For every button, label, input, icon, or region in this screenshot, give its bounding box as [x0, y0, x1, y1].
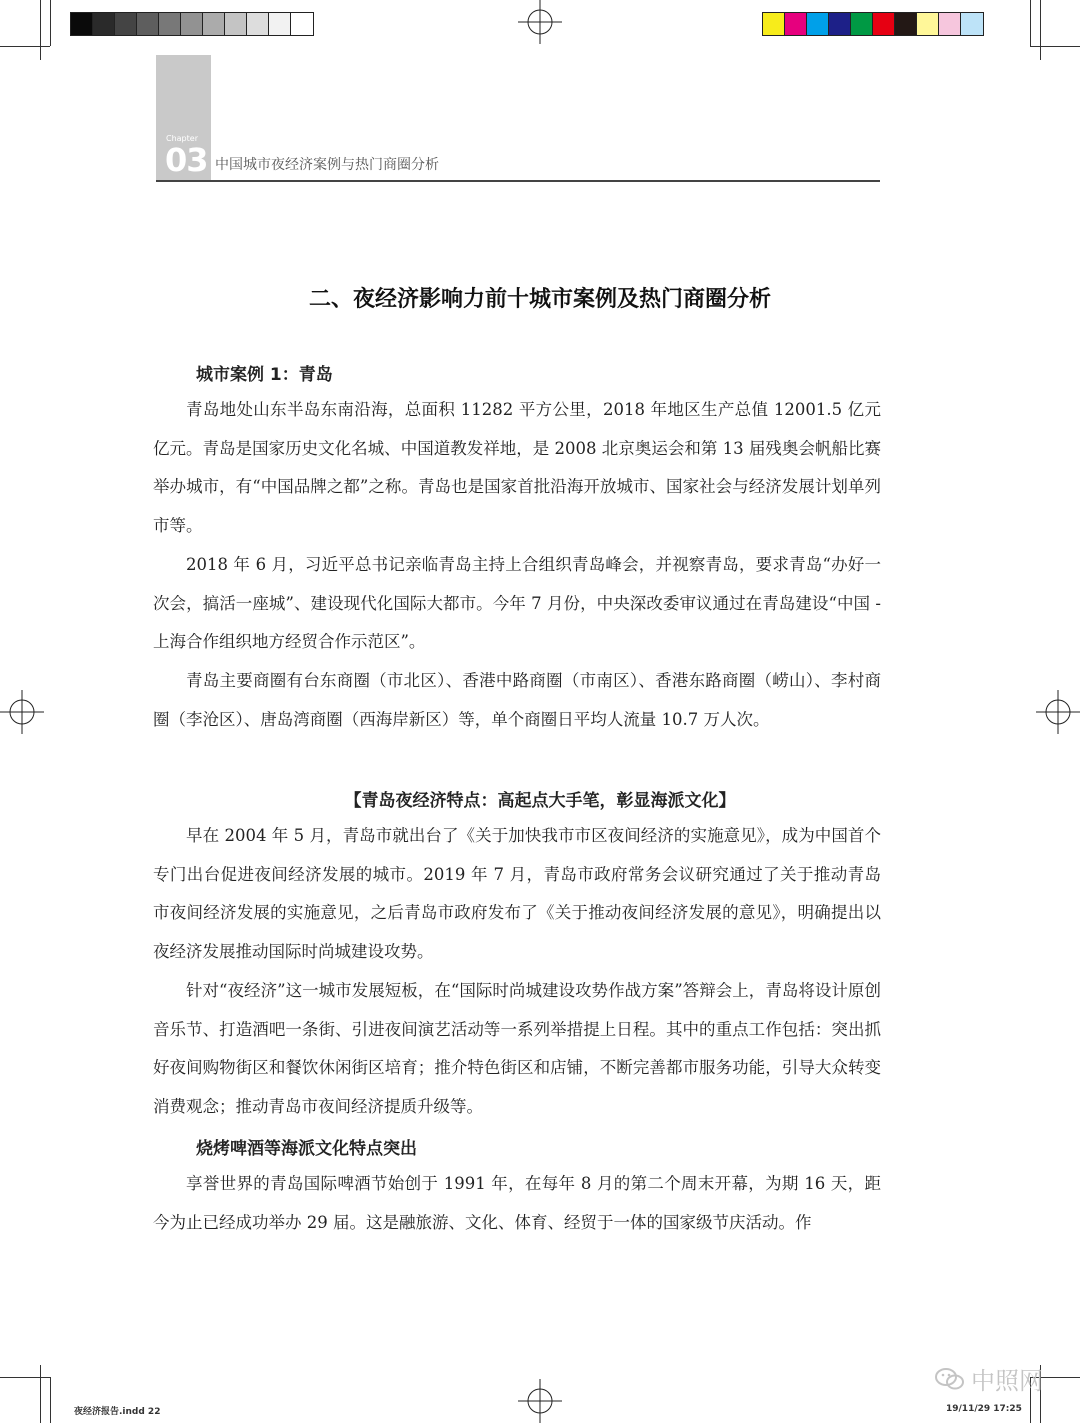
paragraph: 早在 2004 年 5 月，青岛市就出台了《关于加快我市市区夜间经济的实施意见》，成为中国首个专门出台促进夜间经济发展的城市。2019 年 7 月，青岛市政府常务会议研究通过了关于推动青岛市夜间经济发展的实施意见，之后青岛市政府发布了《关于推动夜间经济发展的意见》，明确提出以夜经济发展推动国际时尚城建设攻势。	[153, 826, 881, 961]
crop-mark	[40, 1365, 41, 1423]
gray-swatch	[159, 13, 181, 35]
wechat-icon	[935, 1367, 965, 1391]
color-swatch	[807, 13, 829, 35]
color-swatch	[829, 13, 851, 35]
footer-file-name: 夜经济报告.indd 22	[74, 1407, 161, 1417]
gray-swatch	[225, 13, 247, 35]
paragraph: 享誉世界的青岛国际啤酒节始创于 1991 年，在每年 8 月的第二个周末开幕，为期 16 天，距今为止已经成功举办 29 届。这是融旅游、文化、体育、经贸于一体的国家级节庆活动。作	[153, 1174, 881, 1232]
crop-mark	[1040, 0, 1041, 60]
color-swatch	[785, 13, 807, 35]
paragraph: 青岛地处山东半岛东南沿海，总面积 11282 平方公里，2018 年地区生产总值 12001.5 亿元亿元。青岛是国家历史文化名城、中国道教发祥地，是 2008 北京奥运会和第 13 届残奥会帆船比赛举办城市，有“中国品牌之都”之称。青岛也是国家首批沿海开放城市、国家社会与经济发展计划单列市等。	[153, 400, 881, 535]
crop-mark	[0, 1377, 50, 1378]
case-heading: 城市案例 1：青岛	[196, 365, 333, 385]
crop-mark	[40, 0, 41, 60]
crop-mark	[1030, 46, 1080, 47]
paragraph: 针对“夜经济”这一城市发展短板，在“国际时尚城建设攻势作战方案”答辩会上，青岛将设计原创音乐节、打造酒吧一条街、引进夜间演艺活动等一系列举措提上日程。其中的重点工作包括：突出抓好夜间购物街区和餐饮休闲街区培育；推介特色街区和店铺，不断完善都市服务功能，引导大众转变消费观念；推动青岛市夜间经济提质升级等。	[153, 981, 881, 1116]
color-swatch	[961, 13, 983, 35]
gray-swatch	[137, 13, 159, 35]
gray-swatch	[291, 13, 313, 35]
registration-mark-icon	[518, 1379, 562, 1423]
feature-heading: 【青岛夜经济特点：高起点大手笔，彰显海派文化】	[344, 791, 736, 811]
registration-mark-icon	[1036, 690, 1080, 734]
color-swatch	[917, 13, 939, 35]
registration-mark-icon	[518, 0, 562, 44]
color-swatch	[939, 13, 961, 35]
crop-mark	[50, 0, 51, 46]
color-swatch	[763, 13, 785, 35]
color-swatch	[895, 13, 917, 35]
gray-swatch	[203, 13, 225, 35]
paragraph: 青岛主要商圈有台东商圈（市北区）、香港中路商圈（市南区）、香港东路商圈（崂山）、李村商圈（李沧区）、唐岛湾商圈（西海岸新区）等，单个商圈日平均人流量 10.7 万人次。	[153, 671, 881, 729]
section-title: 二、夜经济影响力前十城市案例及热门商圈分析	[308, 287, 771, 312]
gray-swatch	[181, 13, 203, 35]
watermark	[935, 1361, 1043, 1396]
gray-swatch	[71, 13, 93, 35]
beer-heading: 烧烤啤酒等海派文化特点突出	[196, 1139, 417, 1159]
crop-mark	[1030, 0, 1031, 46]
crop-mark	[0, 46, 50, 47]
header-rule	[156, 180, 880, 182]
color-swatch	[873, 13, 895, 35]
color-swatch	[851, 13, 873, 35]
watermark-text: 中照网	[971, 1367, 1043, 1395]
gray-swatch	[115, 13, 137, 35]
registration-mark-icon	[0, 690, 44, 734]
paragraph: 2018 年 6 月，习近平总书记亲临青岛主持上合组织青岛峰会，并视察青岛，要求青岛“办好一次会，搞活一座城”、建设现代化国际大都市。今年 7 月份，中央深改委审议通过在青岛建设“中国 - 上海合作组织地方经贸合作示范区”。	[153, 555, 881, 652]
chapter-title: 中国城市夜经济案例与热门商圈分析	[215, 157, 439, 173]
gray-swatch	[93, 13, 115, 35]
chapter-number: 03	[165, 141, 208, 179]
gray-swatch	[247, 13, 269, 35]
chapter-label: Chapter	[166, 134, 198, 143]
gray-scale-bar	[70, 12, 314, 36]
color-scale-bar	[762, 12, 984, 36]
crop-mark	[50, 1377, 51, 1423]
gray-swatch	[269, 13, 291, 35]
footer-date: 19/11/29 17:25	[946, 1404, 1022, 1414]
